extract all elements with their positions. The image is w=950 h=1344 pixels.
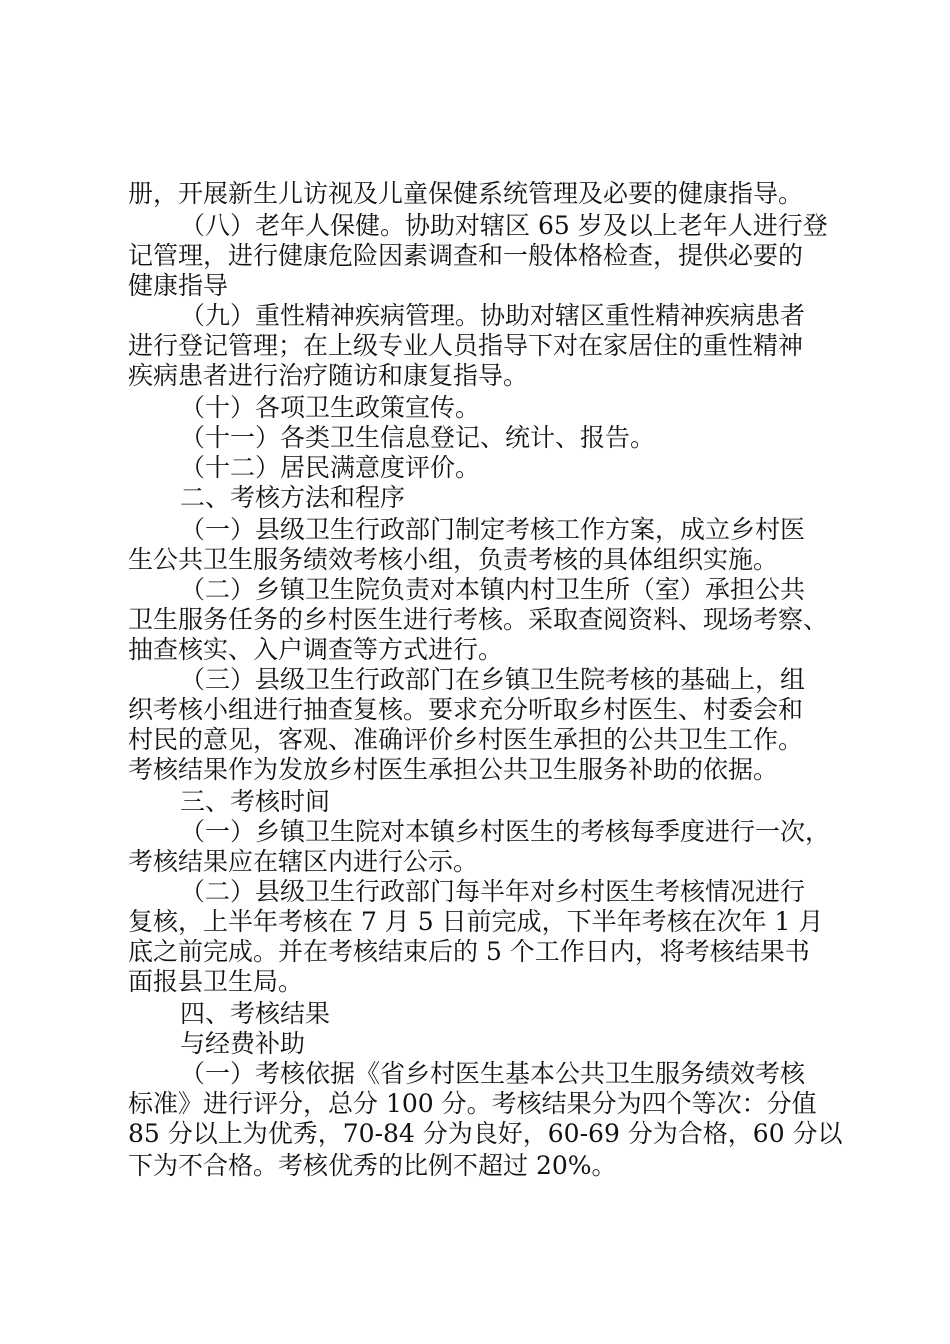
text-line: 复核，上半年考核在 7 月 5 日前完成，下半年考核在次年 1 月 xyxy=(128,907,824,936)
text-line: （十一）各类卫生信息登记、统计、报告。 xyxy=(180,423,656,452)
text-line: （一）考核依据《省乡村医生基本公共卫生服务绩效考核 xyxy=(180,1059,806,1088)
text-line: 底之前完成。并在考核结束后的 5 个工作日内，将考核结果书 xyxy=(128,937,810,966)
text-line: 下为不合格。考核优秀的比例不超过 20%。 xyxy=(128,1151,617,1180)
text-line: 册，开展新生儿访视及儿童保健系统管理及必要的健康指导。 xyxy=(128,179,804,208)
text-line: 面报县卫生局。 xyxy=(128,967,304,996)
text-line: 85 分以上为优秀，70-84 分为良好，60-69 分为合格，60 分以 xyxy=(128,1119,843,1148)
text-line: （二）乡镇卫生院负责对本镇内村卫生所（室）承担公共 xyxy=(180,575,806,604)
text-line: 标准》进行评分，总分 100 分。考核结果分为四个等次：分值 xyxy=(128,1089,817,1118)
text-line: 记管理，进行健康危险因素调查和一般体格检查，提供必要的 xyxy=(128,241,804,270)
text-line: （十二）居民满意度评价。 xyxy=(180,453,481,482)
text-line: 考核结果作为发放乡村医生承担公共卫生服务补助的依据。 xyxy=(128,755,779,784)
text-line: （一）乡镇卫生院对本镇乡村医生的考核每季度进行一次， xyxy=(180,817,831,846)
text-line: （八）老年人保健。协助对辖区 65 岁及以上老年人进行登 xyxy=(180,211,828,240)
text-line: （三）县级卫生行政部门在乡镇卫生院考核的基础上，组 xyxy=(180,665,806,694)
text-line: 织考核小组进行抽查复核。要求充分听取乡村医生、村委会和 xyxy=(128,695,804,724)
text-line: 考核结果应在辖区内进行公示。 xyxy=(128,847,479,876)
text-line: 村民的意见，客观、准确评价乡村医生承担的公共卫生工作。 xyxy=(128,725,804,754)
text-line: 疾病患者进行治疗随访和康复指导。 xyxy=(128,361,529,390)
section-heading: 三、考核时间 xyxy=(180,787,331,816)
text-line: （九）重性精神疾病管理。协助对辖区重性精神疾病患者 xyxy=(180,301,806,330)
text-line: （十）各项卫生政策宣传。 xyxy=(180,393,481,422)
text-line: 健康指导 xyxy=(128,271,229,300)
text-line: 进行登记管理；在上级专业人员指导下对在家居住的重性精神 xyxy=(128,331,804,360)
text-line: （一）县级卫生行政部门制定考核工作方案，成立乡村医 xyxy=(180,515,806,544)
text-line: 卫生服务任务的乡村医生进行考核。采取查阅资料、现场考察、 xyxy=(128,605,829,634)
section-heading: 二、考核方法和程序 xyxy=(180,483,406,512)
text-line: 生公共卫生服务绩效考核小组，负责考核的具体组织实施。 xyxy=(128,545,779,574)
text-line: （二）县级卫生行政部门每半年对乡村医生考核情况进行 xyxy=(180,877,806,906)
section-heading: 与经费补助 xyxy=(180,1029,306,1058)
text-line: 抽查核实、入户调查等方式进行。 xyxy=(128,635,504,664)
section-heading: 四、考核结果 xyxy=(180,999,331,1028)
